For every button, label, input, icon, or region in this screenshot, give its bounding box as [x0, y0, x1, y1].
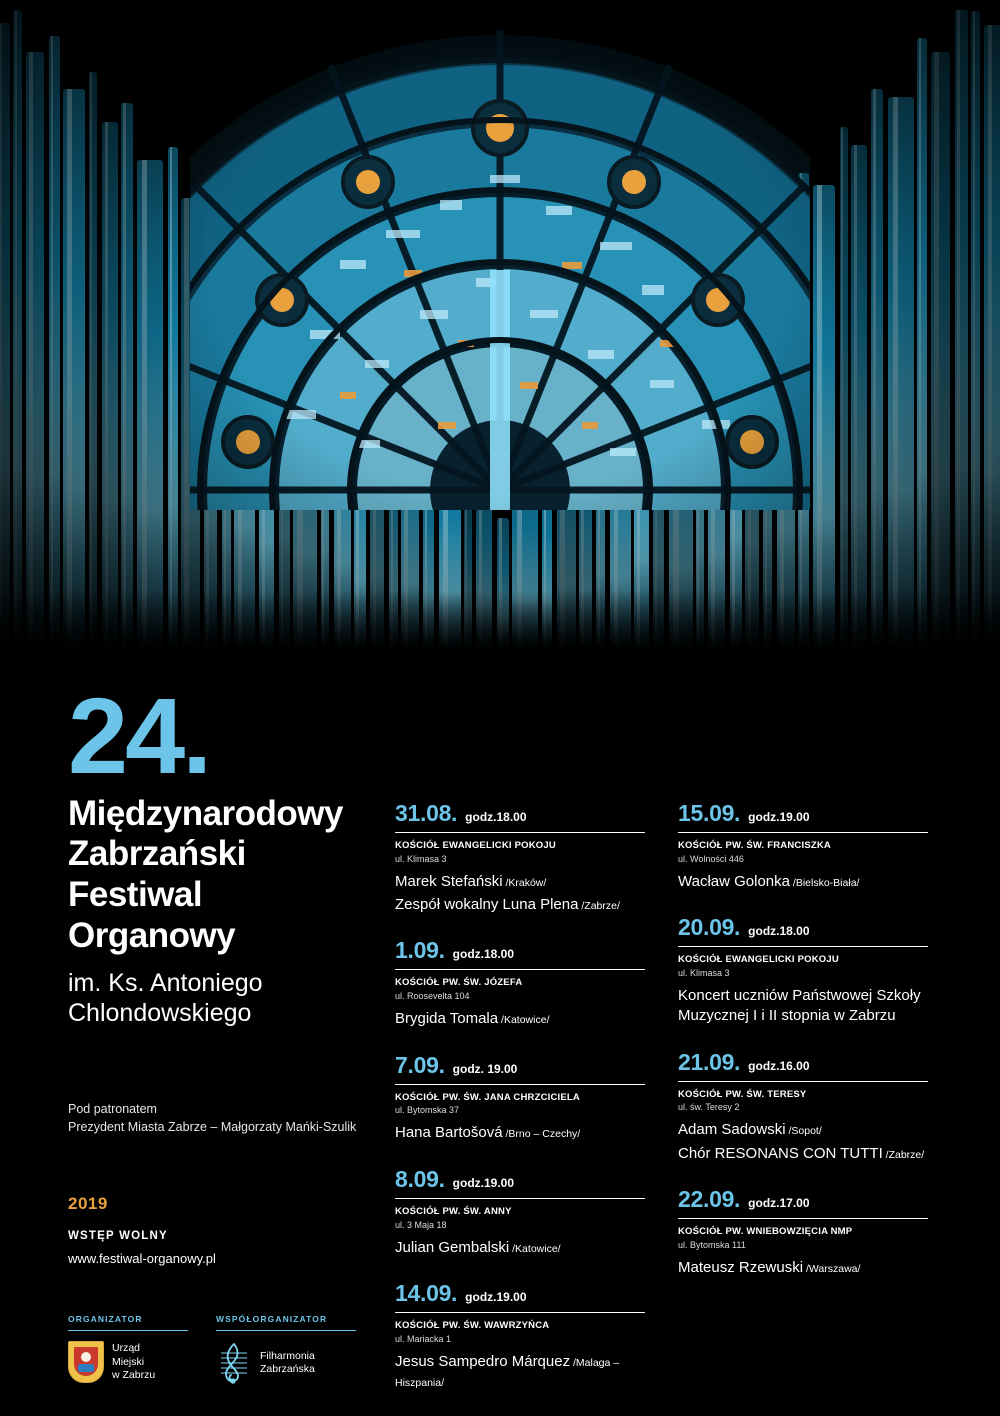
organ-pipe	[813, 185, 835, 660]
performer-name: Adam Sadowski	[678, 1121, 786, 1139]
organ-pipe	[137, 160, 163, 660]
concert-event	[395, 1052, 645, 1144]
event-performer	[678, 986, 928, 1027]
event-address: ul. Mariacka 1	[395, 1333, 452, 1344]
performer-name: Mateusz Rzewuski	[678, 1258, 804, 1276]
organ-pipe	[971, 11, 980, 660]
poster-left-column	[68, 675, 388, 1385]
program-column-1	[395, 800, 645, 1414]
organ-pipe	[917, 38, 927, 660]
organ-pipe	[840, 127, 848, 660]
event-venue: KOŚCIÓŁ PW. ŚW. WAWRZYŃCA	[395, 1319, 550, 1331]
organizer-label: ORGANIZATOR	[68, 1314, 188, 1331]
event-date: 7.09.	[395, 1051, 445, 1078]
event-date: 20.09.	[678, 914, 741, 941]
performer-city: /Warszawa/	[803, 1262, 861, 1275]
organ-pipe	[984, 25, 1000, 660]
subtitle-line-1: im. Ks. Antoniego	[68, 969, 263, 998]
concert-event	[678, 800, 928, 892]
organ-pipe	[26, 52, 44, 660]
patronage	[68, 1100, 388, 1136]
event-venue: KOŚCIÓŁ PW. WNIEBOWZIĘCIA NMP	[678, 1225, 853, 1237]
organ-pipe	[89, 72, 97, 660]
organ-pipe	[13, 10, 22, 660]
organizer-name-line-2: Miejski	[112, 1355, 145, 1368]
page-title	[68, 794, 388, 956]
performer-name: Zespół wokalny Luna Plena	[395, 896, 579, 914]
organ-pipe	[888, 97, 914, 660]
performer-name: Jesus Sampedro Márquez	[395, 1352, 571, 1370]
poster-artwork	[0, 0, 1000, 660]
event-performer	[395, 1352, 645, 1393]
event-address: ul. Wolności 446	[678, 853, 744, 864]
event-date: 1.09.	[395, 937, 445, 964]
concert-event	[395, 1166, 645, 1258]
organ-pipe	[851, 145, 867, 660]
event-performer	[678, 872, 928, 892]
event-date: 15.09.	[678, 800, 741, 826]
concert-event	[678, 1049, 928, 1164]
event-time: godz.19.00	[452, 1175, 515, 1190]
organizer-name	[112, 1342, 155, 1383]
event-header	[395, 800, 645, 833]
event-performer	[395, 1009, 645, 1029]
event-header	[678, 914, 928, 947]
title-line-2: Zabrzański	[68, 834, 246, 874]
event-time: godz.18.00	[452, 947, 515, 962]
event-address: ul. Klimasa 3	[395, 853, 447, 864]
event-header	[395, 937, 645, 970]
title-line-4: Organowy	[68, 915, 236, 955]
performer-city: /Zabrze/	[882, 1148, 925, 1161]
performer-city: /Katowice/	[498, 1014, 550, 1027]
concert-event	[678, 1186, 928, 1278]
program-column-2	[678, 800, 928, 1300]
performer-city: /Kraków/	[502, 876, 547, 889]
event-date: 31.08.	[395, 800, 458, 826]
event-time: godz.18.00	[748, 924, 810, 939]
treble-clef-icon	[216, 1341, 252, 1385]
coorganizer-block	[216, 1314, 356, 1385]
event-header	[678, 1186, 928, 1219]
title-line-3: Festiwal	[68, 874, 203, 914]
organ-pipe	[102, 122, 118, 660]
title-line-1: Międzynarodowy	[68, 793, 343, 833]
event-address: ul. Klimasa 3	[678, 968, 730, 978]
event-header	[678, 800, 928, 833]
performer-name: Koncert uczniów Państwowej Szkoły Muzycznej I i II stopnia w Zabrzu	[678, 987, 921, 1025]
event-performer	[678, 1144, 928, 1164]
event-time: godz.16.00	[748, 1058, 810, 1073]
event-performer	[395, 1238, 645, 1258]
event-date: 22.09.	[678, 1185, 741, 1212]
organ-pipe	[931, 52, 950, 660]
concert-event	[395, 800, 645, 915]
performer-city: /Brno – Czechy/	[502, 1128, 581, 1141]
organ-pipe	[168, 147, 178, 660]
organizer-block	[68, 1314, 188, 1385]
organizer-name-line-3: w Zabrzu	[112, 1369, 156, 1382]
event-time: godz.19.00	[465, 1289, 527, 1304]
performer-city: /Sopot/	[785, 1125, 822, 1138]
event-date: 8.09.	[395, 1165, 445, 1192]
free-entry-note: WSTĘP WOLNY	[68, 1230, 168, 1243]
concert-event	[395, 937, 645, 1029]
festival-website-link[interactable]: www.festiwal-organowy.pl	[68, 1251, 216, 1267]
event-time: godz. 19.00	[452, 1061, 518, 1076]
event-performer	[395, 895, 645, 915]
rose-window-illustration	[190, 10, 810, 620]
performer-city: /Katowice/	[509, 1242, 561, 1255]
event-header	[395, 1280, 645, 1313]
event-header	[678, 1049, 928, 1082]
performer-name: Brygida Tomala	[395, 1010, 499, 1028]
organ-pipe	[0, 23, 10, 660]
subtitle-line-2: Chlondowskiego	[68, 999, 252, 1028]
event-performer	[678, 1258, 928, 1278]
event-venue: KOŚCIÓŁ PW. ŚW. FRANCISZKA	[678, 840, 831, 851]
event-address: ul. Roosevelta 104	[395, 991, 470, 1002]
organ-pipe	[955, 10, 968, 660]
event-time: godz.17.00	[748, 1195, 810, 1210]
festival-subtitle	[68, 968, 388, 1028]
event-venue: KOŚCIÓŁ PW. ŚW. JANA CHRZCICIELA	[395, 1091, 580, 1103]
organ-pipe	[63, 89, 85, 660]
event-performer	[395, 872, 645, 892]
organizers-row	[68, 1314, 388, 1385]
festival-year: 2019	[68, 1194, 108, 1214]
organ-pipe	[49, 36, 60, 660]
performer-city: /Malaga – Hiszpania/	[395, 1356, 620, 1389]
performer-name: Julian Gembalski	[395, 1238, 510, 1256]
event-venue: KOŚCIÓŁ EWANGELICKI POKOJU	[395, 840, 556, 851]
performer-name: Marek Stefański	[395, 872, 503, 890]
event-venue: KOŚCIÓŁ PW. ŚW. TERESY	[678, 1088, 807, 1100]
event-header	[395, 1052, 645, 1085]
patronage-line-1: Pod patronatem	[68, 1102, 157, 1117]
event-address: ul. 3 Maja 18	[395, 1219, 447, 1230]
event-performer	[678, 1120, 928, 1140]
event-date: 14.09.	[395, 1279, 458, 1306]
event-time: godz.19.00	[748, 810, 810, 824]
performer-name: Wacław Golonka	[678, 872, 790, 890]
coorganizer-label: WSPÓŁORGANIZATOR	[216, 1314, 356, 1331]
event-venue: KOŚCIÓŁ EWANGELICKI POKOJU	[678, 954, 839, 966]
event-performer	[395, 1123, 645, 1143]
coorganizer-name-line-2: Zabrzańska	[260, 1363, 315, 1376]
event-date: 21.09.	[678, 1048, 741, 1075]
artwork-fade	[0, 590, 1000, 660]
organ-pipe	[121, 103, 133, 660]
event-address: ul. Bytomska 37	[395, 1105, 460, 1116]
event-venue: KOŚCIÓŁ PW. ŚW. JÓZEFA	[395, 977, 523, 989]
coorganizer-name	[260, 1350, 315, 1377]
concert-event	[678, 914, 928, 1026]
event-venue: KOŚCIÓŁ PW. ŚW. ANNY	[395, 1205, 512, 1217]
organizer-name-line-1: Urząd	[112, 1341, 141, 1354]
event-address: ul. św. Teresy 2	[678, 1102, 740, 1113]
performer-city: /Bielsko-Biała/	[790, 876, 860, 889]
coorganizer-name-line-1: Filharmonia	[260, 1349, 315, 1362]
event-address: ul. Bytomska 111	[678, 1239, 746, 1250]
concert-event	[395, 1280, 645, 1392]
performer-city: /Zabrze/	[578, 900, 620, 913]
event-time: godz.18.00	[465, 810, 527, 824]
event-header	[395, 1166, 645, 1199]
edition-number: 24.	[68, 675, 210, 796]
zabrze-coat-of-arms-icon	[68, 1341, 104, 1383]
organ-pipe	[871, 89, 883, 660]
performer-name: Hana Bartošová	[395, 1124, 503, 1142]
patronage-line-2: Prezydent Miasta Zabrze – Małgorzaty Mańki-Szulik	[68, 1120, 357, 1135]
performer-name: Chór RESONANS CON TUTTI	[678, 1144, 883, 1162]
